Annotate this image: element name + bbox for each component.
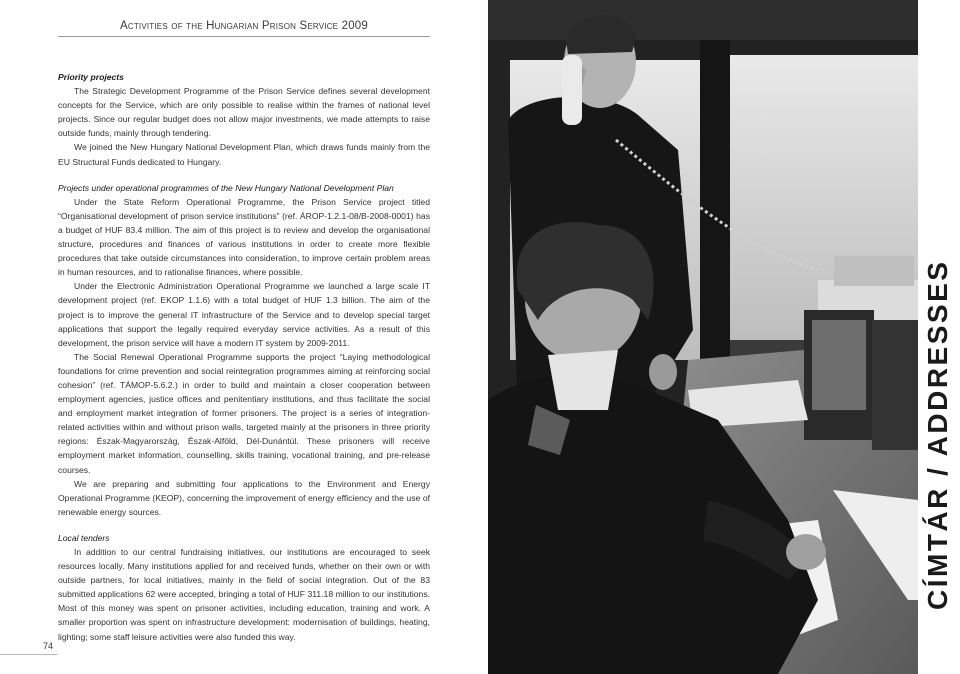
section-side-label: CÍMTÁR / ADDRESSES [922, 259, 953, 610]
paragraph: In addition to our central fundraising initiatives, our institutions are encouraged to seek resources locally. Many institutions applied for and received funds, whether on their own or with outside partners, for local initiatives, mainly in the field of social integration. Out of the 83 submitted applications 62 were accepted, bringing a total of HUF 311.18 million to our institutions. Most of this money was spent on prisoner activities, including education, training and work. A smaller proportion was spent on infrastructure development: modernisation of buildings, heating, lighting; some staff leisure activities were also funded this way. [58, 547, 430, 642]
paragraph: The Strategic Development Programme of the Prison Service defines several development concepts for the Service, which are only possible to realise within the frames of national level projects. Since our regular budget does not allow major investments, we made attempts to raise outside funds, mainly through tendering. [58, 86, 430, 139]
footer-divider [0, 654, 58, 655]
staff-photo [488, 0, 918, 674]
heading-local-tenders: Local tenders [58, 532, 110, 543]
header-divider [58, 36, 430, 37]
heading-priority-projects: Priority projects [58, 72, 124, 82]
paragraph: Under the Electronic Administration Operational Programme we launched a large scale IT development project (ref. EKOP 1.1.6) with a total budget of HUF 1.3 billion. The aim of the project is to improve the general IT infrastructure of the Service and to develop special target applications that support the legally required everyday service activities. As a result of this development, the prison service will have a modern IT system by 2009-2011. [58, 281, 430, 348]
photo-illustration [488, 0, 918, 674]
paragraph: Under the State Reform Operational Programme, the Prison Service project titled “Organisational development of prison service institutions” (ref. ÁROP-1.2.1-08/B-2008-0001) has a budget of HUF 83.4 million. The aim of this project is to review and develop the organisational structure, procedures and finances of various institutions in order to create more flexible procedures that take outside circumstances into consideration, to improve certain problem areas in human resources, and to rationalise finances, where possible. [58, 196, 430, 278]
paragraph: We are preparing and submitting four applications to the Environment and Energy Operational Programme (KEOP), concerning the improvement of energy efficiency and the use of renewable energy sources. [58, 478, 430, 517]
paragraph: We joined the New Hungary National Development Plan, which draws funds mainly from the EU Structural Funds dedicated to Hungary. [58, 142, 430, 167]
body-text-column [58, 66, 430, 644]
page-number: 74 [43, 641, 54, 651]
paragraph: The Social Renewal Operational Programme supports the project “Laying methodological foundations for crime prevention and social reintegration programmes aiming at reinforcing social cohesion” (ref. TÁMOP-5.6.2.) in order to build and maintain a closer cooperation between employment agencies, justice offices and penitentiary institutions, and thus facilitate the social and employment market integration of former prisoners. The project is a series of integration-related activities within and without prison walls, targeted mainly at the prisoners in three priority regions: Észak-Magyarország, Észak-Alföld, Dél-Dunántúl. These prisoners will receive employment market information, counselling, skills training, vocational training, and pre-release courses. [58, 351, 430, 475]
running-header: Activities of the Hungarian Prison Service 2009 [119, 20, 368, 32]
heading-operational-programmes: Projects under operational programmes of the New Hungary National Development Plan [58, 182, 394, 193]
